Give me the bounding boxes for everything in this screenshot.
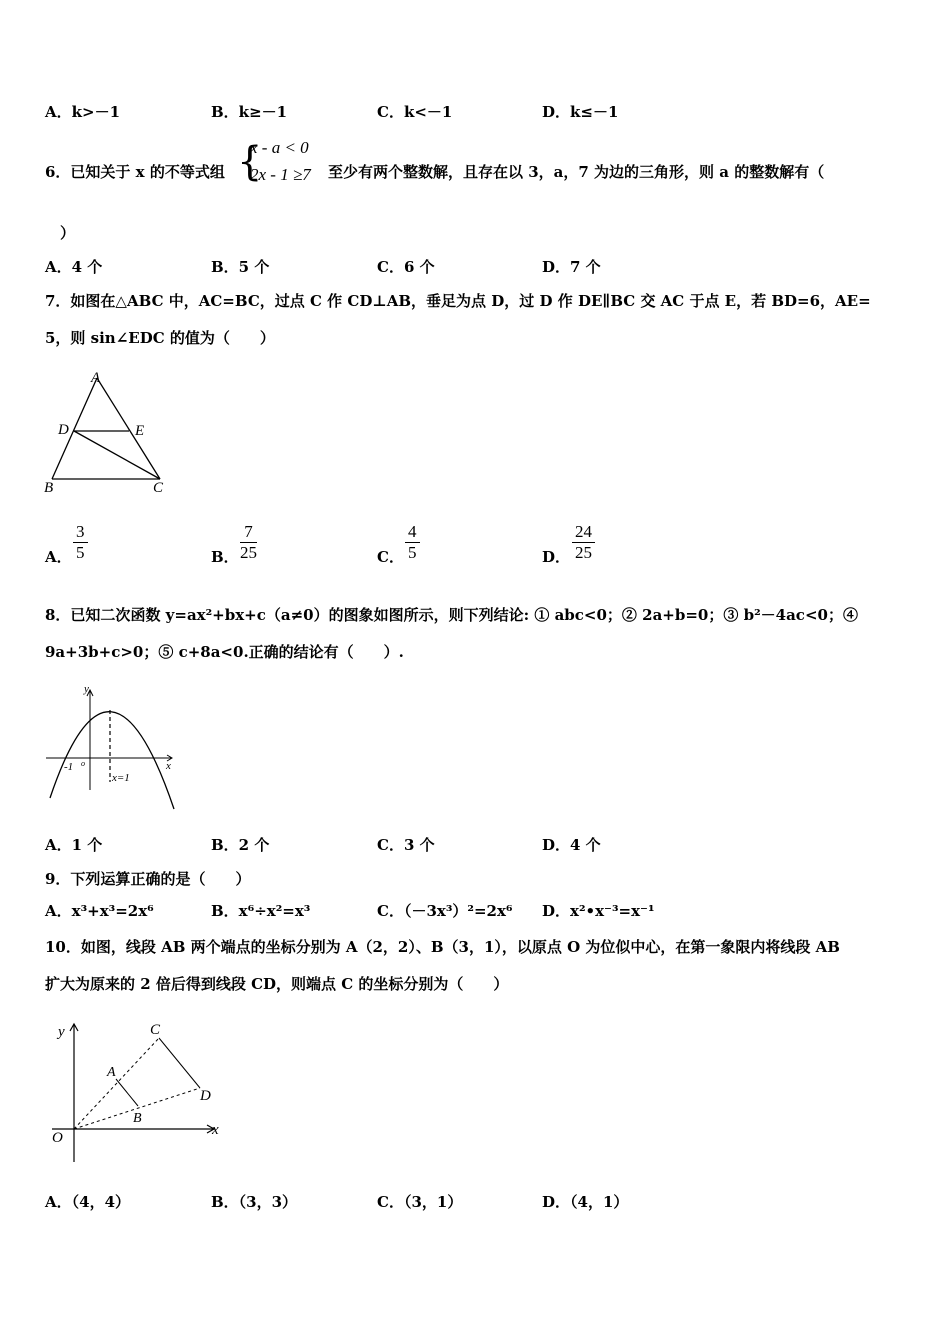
q7-label-b: B	[44, 480, 54, 496]
q9-option-d: D．x²•x⁻³=x⁻¹	[542, 902, 655, 920]
q6-system-line1: x - a < 0	[250, 138, 309, 157]
q5-option-b: B．k≥－1	[211, 103, 288, 121]
q7-stem-line2: 5，则 sin∠EDC 的值为（ ）	[45, 329, 275, 347]
q7-label-c: C	[153, 480, 164, 496]
q5-option-d: D．k≤－1	[542, 103, 619, 121]
q8-label-y: y	[84, 683, 89, 695]
q10-label-y: y	[58, 1024, 65, 1040]
q7-option-a-letter: A．	[45, 548, 72, 566]
q6-system-line2: 2x - 1 ≥7	[250, 165, 311, 184]
q7-option-d-num: 24	[572, 522, 595, 543]
q10-label-c: C	[150, 1022, 161, 1038]
q7-label-e: E	[135, 423, 145, 439]
q8-option-d: D．4 个	[542, 836, 601, 854]
q7-option-d-den: 25	[575, 543, 592, 562]
q10-option-a: A．（4，4）	[45, 1193, 131, 1211]
q10-option-b: B．（3，3）	[211, 1193, 298, 1211]
q6-brace: {	[237, 139, 263, 185]
q7-label-a: A	[91, 370, 101, 386]
q7-option-a-num: 3	[73, 522, 88, 543]
q9-option-c: C．（－3x³）²=2x⁶	[377, 902, 513, 920]
q10-stem-line1: 10．如图，线段 AB 两个端点的坐标分别为 A（2，2）、B（3，1），以原点 O 为位似中心，在第一象限内将线段 AB	[45, 938, 840, 956]
q10-label-x: x	[212, 1122, 219, 1138]
q10-option-c: C．（3，1）	[377, 1193, 463, 1211]
q6-option-c: C．6 个	[377, 258, 435, 276]
q6-stem-a: 6．已知关于 x 的不等式组	[45, 163, 225, 181]
q10-option-d: D．（4，1）	[542, 1193, 629, 1211]
q8-label-origin: o	[81, 759, 85, 768]
q8-option-c: C．3 个	[377, 836, 435, 854]
q7-option-d-letter: D．	[542, 548, 571, 566]
q7-stem-line1: 7．如图在△ABC 中，AC=BC，过点 C 作 CD⊥AB，垂足为点 D，过 D 作 DE∥BC 交 AC 于点 E，若 BD=6，AE=	[45, 292, 871, 310]
q8-label-axis: x=1	[112, 772, 130, 784]
q8-label-neg1: -1	[64, 761, 74, 773]
q7-triangle-figure	[40, 368, 180, 496]
q10-coordinate-figure	[44, 1014, 229, 1166]
q7-option-a-den: 5	[76, 543, 85, 562]
q8-parabola-figure	[44, 682, 184, 812]
q9-stem: 9．下列运算正确的是（ ）	[45, 870, 251, 888]
q9-option-b: B．x⁶÷x²=x³	[211, 902, 311, 920]
q9-option-a: A．x³+x³=2x⁶	[45, 902, 154, 920]
q8-stem-line2: 9a+3b+c>0；⑤ c+8a<0.正确的结论有（ ）.	[45, 643, 404, 661]
q7-option-b-fraction	[240, 522, 257, 563]
q10-label-d: D	[200, 1088, 211, 1104]
q6-option-d: D．7 个	[542, 258, 601, 276]
q7-option-c-fraction	[405, 522, 420, 563]
q8-option-a: A．1 个	[45, 836, 103, 854]
q6-option-b: B．5 个	[211, 258, 270, 276]
q10-label-a: A	[107, 1065, 116, 1080]
q7-option-b-den: 25	[240, 543, 257, 562]
q5-option-c: C．k<－1	[377, 103, 453, 121]
q7-option-b-num: 7	[240, 522, 257, 543]
q7-label-d: D	[58, 422, 69, 438]
q7-option-c-den: 5	[408, 543, 417, 562]
q6-option-a: A．4 个	[45, 258, 103, 276]
q8-stem-line1: 8．已知二次函数 y=ax²+bx+c（a≠0）的图象如图所示，则下列结论: ① abc<0；② 2a+b=0；③ b²－4ac<0；④	[45, 606, 858, 624]
q7-option-d-fraction	[572, 522, 595, 563]
q10-label-origin: O	[52, 1130, 63, 1146]
q8-label-x: x	[166, 760, 171, 772]
q6-stem-close: ）	[60, 224, 76, 242]
q10-stem-line2: 扩大为原来的 2 倍后得到线段 CD，则端点 C 的坐标分别为（ ）	[45, 975, 509, 993]
q7-option-b-letter: B．	[211, 548, 239, 566]
q7-option-a-fraction	[73, 522, 88, 563]
q10-label-b: B	[133, 1111, 142, 1126]
q6-stem-b: 至少有两个整数解，且存在以 3，a，7 为边的三角形，则 a 的整数解有（	[328, 163, 825, 181]
q5-option-a: A．k>－1	[45, 103, 121, 121]
q7-option-c-letter: C．	[377, 548, 404, 566]
q7-option-c-num: 4	[405, 522, 420, 543]
q8-option-b: B．2 个	[211, 836, 270, 854]
